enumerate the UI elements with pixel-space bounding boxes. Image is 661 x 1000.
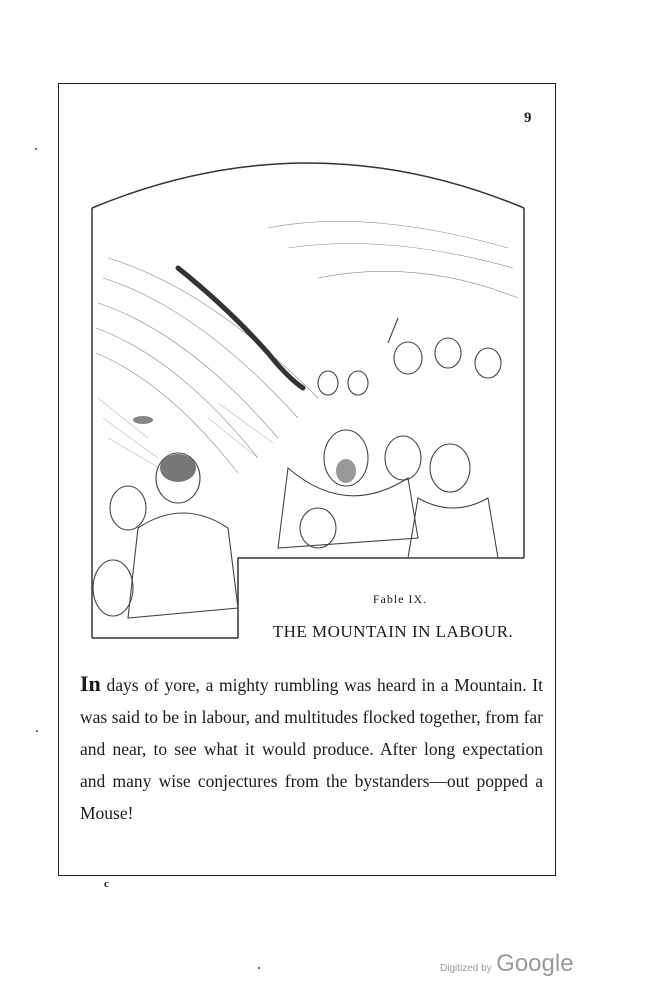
watermark-brand: Google (496, 950, 574, 977)
fable-body (80, 668, 543, 829)
google-watermark (440, 950, 574, 978)
watermark-prefix: Digitized by (440, 963, 492, 974)
body-text: days of yore, a mighty rumbling was heard in a Mountain. It was said to be in labour, and multitudes flocked together, from far and near, to see what it would produce. After long expectation and many wise conjectures from the bystanders—out popped a Mouse! (80, 675, 543, 823)
fable-title: THE MOUNTAIN IN LABOUR. (272, 622, 514, 641)
fable-number: Fable IX. (372, 592, 428, 606)
stray-mark (36, 730, 38, 732)
stray-mark (35, 148, 37, 150)
stray-mark (258, 967, 260, 969)
page-number: 9 (524, 110, 532, 126)
body-dropcap: In (80, 671, 101, 696)
signature-mark: c (104, 878, 109, 890)
engraving-illustration (88, 138, 528, 643)
